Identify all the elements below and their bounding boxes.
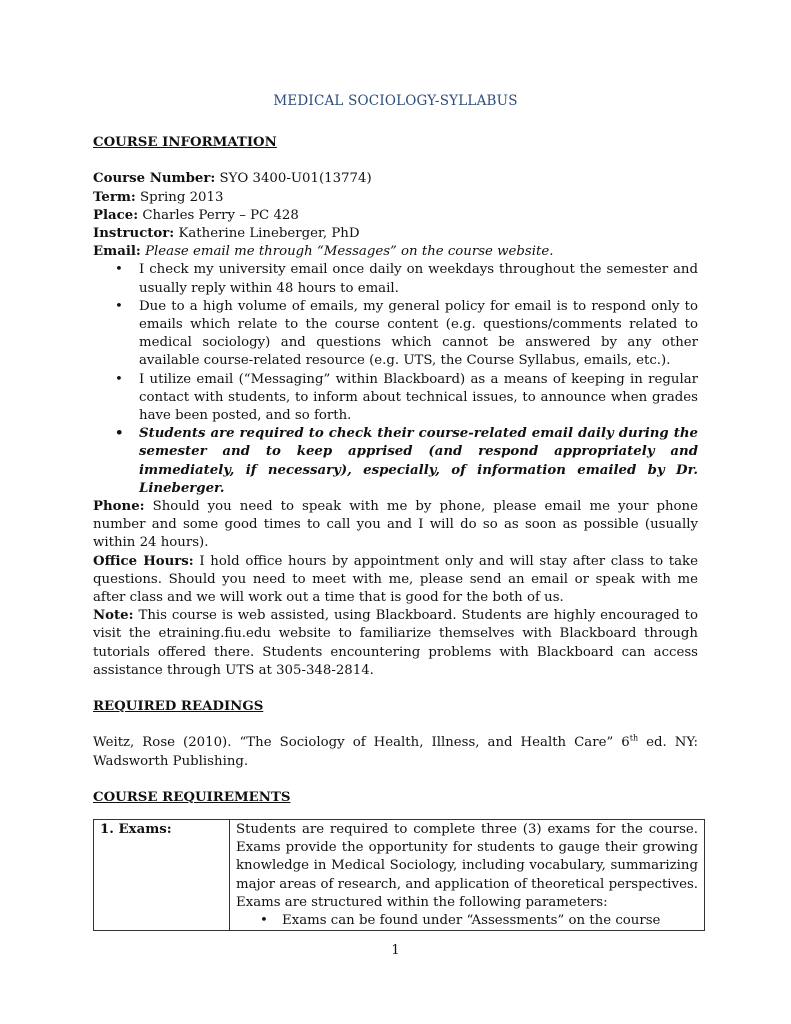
phone-paragraph xyxy=(93,498,698,553)
citation-text: Weitz, Rose (2010). “The Sociology of Health, Illness, and Health Care” 6 xyxy=(93,735,630,751)
list-item: • Due to a high volume of emails, my general policy for email is to respond only to emails which relate to the course content (e.g. questions/comments related to medical sociology) and questions which cannot be answered by any other available course-related resource (e.g. UTS, the Course Syllabus, emails, etc.). xyxy=(139,298,698,371)
instructor-label: Instructor: xyxy=(93,226,175,242)
email-line xyxy=(93,243,698,261)
place-value: Charles Perry – PC 428 xyxy=(138,207,299,223)
reading-citation xyxy=(93,734,698,770)
citation-superscript: th xyxy=(629,733,639,743)
note-text: This course is web assisted, using Blackboard. Students are highly encouraged to visit the etraining.fiu.edu website to familiarize themselves with Blackboard through tutorials offered there. Students encountering problems with Blackboard can access assistance through UTS at 305-348-2814. xyxy=(93,608,698,678)
course-number-label: Course Number: xyxy=(93,171,216,187)
office-hours-text: I hold office hours by appointment only and will stay after class to take questions. Should you need to meet with me, please send an email or speak with me after class and we will work out a time that is good for the both of us. xyxy=(93,553,698,606)
list-item: • Exams can be found under “Assessments” on the course xyxy=(282,912,698,930)
required-readings-heading: REQUIRED READINGS xyxy=(93,699,264,715)
requirements-table xyxy=(93,819,705,931)
page-number: 1 xyxy=(391,943,400,958)
email-value: Please email me through “Messages” on the course website. xyxy=(140,244,554,260)
term-value: Spring 2013 xyxy=(135,189,224,205)
page-title: MEDICAL SOCIOLOGY-SYLLABUS xyxy=(273,93,518,109)
list-item: • I utilize email (“Messaging” within Blackboard) as a means of keeping in regular contact with students, to inform about technical issues, to announce when grades have been posted, and so forth. xyxy=(139,371,698,426)
list-item: • I check my university email once daily on weekdays throughout the semester and usually reply within 48 hours to email. xyxy=(139,261,698,297)
course-information-heading: COURSE INFORMATION xyxy=(93,135,277,151)
page-content xyxy=(93,92,698,931)
course-number-value: SYO 3400-U01(13774) xyxy=(215,171,372,187)
office-hours-label: Office Hours: xyxy=(93,553,194,569)
note-paragraph xyxy=(93,607,698,680)
term-label: Term: xyxy=(93,189,136,205)
course-requirements-heading: COURSE REQUIREMENTS xyxy=(93,789,291,805)
office-hours-paragraph xyxy=(93,553,698,608)
citation-text-end: ed. NY: Wadsworth Publishing. xyxy=(93,735,698,769)
requirement-bullets xyxy=(236,912,698,930)
requirement-label: 1. Exams: xyxy=(94,819,230,930)
place-line xyxy=(93,207,698,225)
email-policy-list xyxy=(93,261,698,498)
phone-text: Should you need to speak with me by phone, please email me your phone number and some good times to call you and I will do so as soon as possible (usually within 24 hours). xyxy=(93,499,698,551)
table-row xyxy=(94,819,705,930)
phone-label: Phone: xyxy=(93,499,145,515)
instructor-line xyxy=(93,225,698,243)
requirement-description xyxy=(230,819,705,930)
place-label: Place: xyxy=(93,207,139,223)
email-label: Email: xyxy=(93,244,141,260)
list-item: • Students are required to check their course-related email daily during the semester and to keep apprised (and respond appropriately and immediately, if necessary), especially, of information emailed by Dr. Lineberger. xyxy=(139,425,698,498)
term-line xyxy=(93,189,698,207)
course-number-line xyxy=(93,170,698,188)
note-label: Note: xyxy=(93,608,134,624)
instructor-value: Katherine Lineberger, PhD xyxy=(174,226,360,242)
requirement-text: Students are required to complete three (3) exams for the course. Exams provide the opportunity for students to gauge their growing knowledge in Medical Sociology, including vocabulary, summarizing major areas of research, and application of theoretical perspectives. Exams are structured within the following parameters: xyxy=(236,821,698,910)
